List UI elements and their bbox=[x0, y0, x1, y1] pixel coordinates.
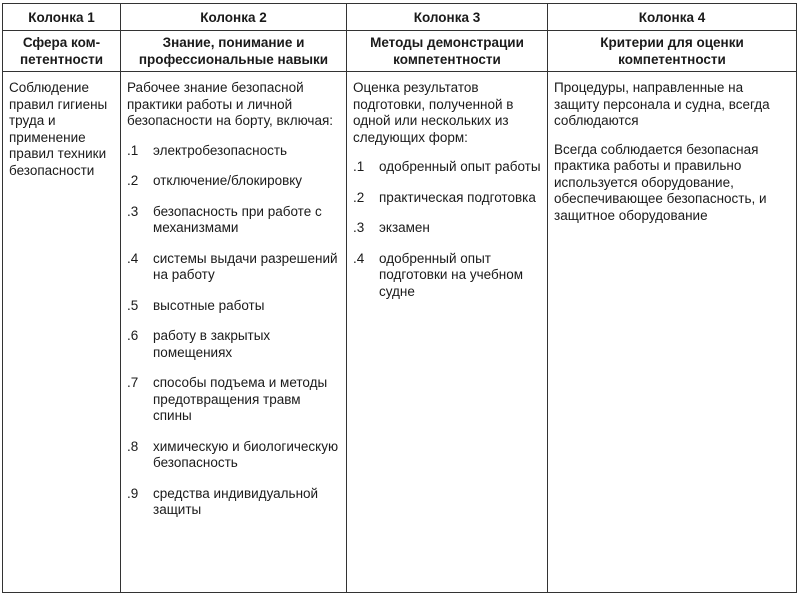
competence-area-cell bbox=[3, 72, 121, 593]
list-item-text: средства индивидуальной защиты bbox=[153, 485, 319, 517]
criteria-header: Критерии для оценки компетентности bbox=[548, 31, 797, 72]
criteria-paragraph-1: Процедуры, направленные на защиту персонала и судна, всегда соблюдаются bbox=[554, 80, 770, 128]
list-item-number: .3 bbox=[353, 220, 365, 235]
list-item-text: безопасность при работе с механизмами bbox=[153, 203, 322, 235]
column-3-header: Колонка 3 bbox=[347, 4, 548, 31]
list-item-text: способы подъема и методы предотвращения травм спины bbox=[153, 375, 328, 423]
column-title-row bbox=[3, 31, 797, 72]
column-1-header: Колонка 1 bbox=[3, 4, 121, 31]
list-item-number: .2 bbox=[353, 189, 365, 205]
methods-list-item bbox=[353, 251, 541, 301]
list-item-number: .4 bbox=[127, 250, 139, 266]
knowledge-intro: Рабочее знание безопасной практики работы и личной безопасности на борту, включая: bbox=[127, 80, 334, 128]
list-item-number: .3 bbox=[127, 203, 139, 219]
knowledge-list-item bbox=[127, 204, 340, 237]
methods-intro: Оценка результатов подготовки, полученной в одной или нескольких из следующих форм: bbox=[353, 80, 514, 145]
competence-table bbox=[2, 3, 797, 593]
list-item-text: практическая подготовка bbox=[379, 189, 536, 205]
list-item-number: .9 bbox=[127, 485, 139, 501]
list-item-text: экзамен bbox=[379, 220, 430, 235]
list-item-number: .1 bbox=[353, 159, 365, 174]
column-2-header: Колонка 2 bbox=[121, 4, 347, 31]
column-number-row bbox=[3, 4, 797, 31]
column-4-header: Колонка 4 bbox=[548, 4, 797, 31]
methods-list bbox=[353, 159, 541, 300]
list-item-text: электробезопасность bbox=[153, 142, 288, 158]
knowledge-list-item bbox=[127, 328, 340, 361]
content-row bbox=[3, 72, 797, 593]
list-item-text: отключение/блокировку bbox=[153, 173, 303, 188]
knowledge-list-item bbox=[127, 375, 340, 425]
list-item-number: .4 bbox=[353, 250, 365, 266]
criteria-cell bbox=[548, 72, 797, 593]
list-item-text: химическую и биологическую безопасность bbox=[153, 438, 339, 470]
knowledge-list-item bbox=[127, 173, 340, 190]
list-item-text: высотные работы bbox=[153, 297, 265, 313]
list-item-text: одобренный опыт работы bbox=[379, 159, 541, 174]
knowledge-list bbox=[127, 143, 340, 519]
competence-area-header: Сфера ком- петентности bbox=[3, 31, 121, 72]
knowledge-list-item bbox=[127, 439, 340, 472]
list-item-number: .7 bbox=[127, 375, 139, 390]
knowledge-list-item bbox=[127, 298, 340, 315]
list-item-number: .8 bbox=[127, 438, 139, 454]
methods-list-item bbox=[353, 159, 541, 176]
methods-list-item bbox=[353, 220, 541, 237]
competence-area-text: Соблюдение правил гигиены труда и применение правил техники безопасности bbox=[9, 80, 108, 178]
knowledge-list-item bbox=[127, 143, 340, 160]
list-item-text: работу в закрытых помещениях bbox=[153, 328, 271, 360]
methods-cell bbox=[347, 72, 548, 593]
knowledge-list-item bbox=[127, 251, 340, 284]
list-item-number: .1 bbox=[127, 142, 139, 158]
criteria-paragraph-2: Всегда соблюдается безопасная практика работы и правильно используется оборудование, обеспечивающее безопасность, и защитное оборудование bbox=[554, 141, 767, 223]
knowledge-cell bbox=[121, 72, 347, 593]
list-item-number: .6 bbox=[127, 328, 139, 343]
list-item-text: системы выдачи разрешений на работу bbox=[153, 250, 338, 282]
list-item-text: одобренный опыт подготовки на учебном судне bbox=[379, 250, 523, 299]
methods-header: Методы демонстрации компетентности bbox=[347, 31, 548, 72]
knowledge-list-item bbox=[127, 486, 340, 519]
list-item-number: .5 bbox=[127, 297, 139, 313]
methods-list-item bbox=[353, 190, 541, 207]
list-item-number: .2 bbox=[127, 173, 139, 188]
knowledge-header: Знание, понимание и профессиональные навыки bbox=[121, 31, 347, 72]
